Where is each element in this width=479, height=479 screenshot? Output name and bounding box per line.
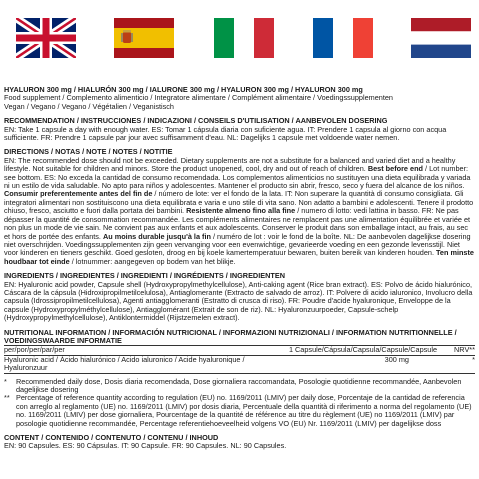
vegan-line: Vegan / Vegano / Vegano / Végétalien / Veganistisch [4,101,174,111]
best-before-es: Consumir preferentemente antes del fin de [4,189,153,199]
nutrition-header-row [4,346,475,355]
recommendation-text: EN: Take 1 capsule a day with enough water. ES: Tomar 1 cápsula diaria con suficiente agua. IT: Prendere 1 capsula al giorno con acqua sufficiente. FR: Prendre 1 capsule par jour avec suffisamment d'eau. NL: Dagelijks 1 capsule met voldoende water nemen. [4,124,447,143]
directions-text [4,157,475,266]
col-serving: 1 Capsule/Cápsula/Capsula/Capsule/Capsule [288,345,438,355]
footnote-mark: ** [4,393,10,403]
content-section [4,434,475,451]
nutrient-nrv: * [437,355,475,373]
directions-section [4,148,475,266]
directions-part: / número de lote: ver el fondo de la lata. IT: Non superare la quantità di consumo consigliata. Gli integratori alimentari non sostituiscono una dieta equilibrata e varia e uno stile di vita sano. Non adatto a bambini e adolescenti. Tenere il prodotto chiuso, fresco, asciutto e fuori dalla portata dei bambini. [4,189,474,216]
best-before-en: Best before end [367,164,423,174]
ingredients-section [4,272,475,322]
directions-heading: DIRECTIONS / NOTAS / NOTE / NOTES / NOTITIE [4,147,173,157]
directions-part: / lotnummer: aangegeven op bodem van het blikje. [69,256,236,266]
footnote [4,378,475,395]
product-type: Food supplement / Complemento alimenticio / Integratore alimentare / Complément alimentaire / Voedingssupplementen [4,93,393,103]
footnote-mark: * [4,376,7,386]
product-title: HYALURON 300 mg / HIALURÓN 300 mg / IALURONE 300 mg / HYALURON 300 mg / HYALURON 300 mg [4,85,363,94]
recommendation-heading: RECOMMENDATION / INSTRUCCIONES / INDICAZIONI / CONSEILS D'UTILISATION / AANBEVOLEN DOSERING [4,116,388,126]
ingredients-heading: INGREDIENTS / INGREDIENTES / INGREDIENTI / INGRÉDIENTS / INGREDIENTEN [4,271,285,281]
nutrition-heading: NUTRITIONAL INFORMATION / INFORMACIÓN NUTRICIONAL / INFORMAZIONI NUTRIZIONALI / INFORMATION NUTRITIONNELLE / VOEDINGSWAARDE INFORMATIE [4,327,457,345]
directions-part: / numéro de lot : voir le fond de la boîte. NL: De aanbevolen dagelijkse dosering niet overschrijden. Voedingssupplementen zijn geen vervanging voor een evenwichtige, gevarieerde voeding en een gezonde levensstijl. Niet voor kinderen en tieners geschikt. Goed gesloten, droog en bij koele kamertemperatuur bewaren, buiten bereik van kinderen houden. [4,231,471,258]
directions-part: EN: The recommended dose should not be exceeded. Dietary supplements are not a substitute for a balanced and varied diet and a healthy lifestyle. Not suitable for children and minors. Store the product unopened, cool, dry and out of reach of children. [4,155,456,174]
best-before-it: Resistente almeno fino alla fine [186,206,296,216]
nutrition-table [4,345,475,373]
content-heading: CONTENT / CONTENIDO / CONTENUTO / CONTENU / INHOUD [4,433,219,443]
recommendation-section [4,117,475,142]
netherlands-flag-icon [411,18,471,58]
label-text [4,86,475,451]
best-before-fr: Au moins durable jusqu'à la fin [102,231,211,241]
product-section [4,86,475,111]
directions-part: / Lot number: see bottom. ES: No exceda la cantidad de consumo recomendada. Los complementos alimenticios no sustituyen una dieta equilibrada y variada ni un estilo de vida saludable. No apto para niños y adolescentes. Mantener el producto sin abrir, fresco, seco y fuera del alcance de los niños. [4,164,471,191]
table-row [4,355,475,373]
best-before-nl: Ten minste houdbaar tot einde [4,248,474,266]
france-flag-icon [313,18,373,58]
uk-flag-icon [16,18,76,58]
col-per: per/por/per/par/per [4,346,289,355]
directions-part: / numero di lotto: vedi lattina in basso. FR: Ne pas dépasser la quantité de consommation recommandée. Les compléments alimentaires ne remplacent pas une alimentation équilibrée et variée et non plus un mode de vie sain. Ne convient pas aux enfants et aux adolescents. Conserver le produit dans son emballage intact, au frais, au sec et hors de portée des enfants. [4,206,471,241]
footnote-text: Percentage of reference quantity according to regulation (EU) no. 1169/2011 (LMIV) per daily dose, Porcentaje de la cantidad de referencia con arreglo al reglamento (UE) no. 1169/2011 (LMIV) por dosis diaria, Percentuale della quantità di riferimento a norma del regolamento (UE) no. 1169/2011 (LMIV) per dose giornaliera, Pourcentage de la quantité de référence au titre du règlement (UE) no 1169/2011 (LMIV) par posologie quotidienne recommandée, Percentage referentiehoeveelheid volgens VO (EU) Nr. 1169/2011 (LMIV) per dagelijkse doss [16,393,472,428]
footnote [4,394,475,428]
italy-flag-icon [214,18,274,58]
nutrient-amount: 300 mg [289,355,437,373]
flag-row [0,18,479,68]
nutrient-name: Hyaluronic acid / Ácido hialurónico / Acido ialuronico / Acide hyaluronique / Hyaluronzuur [4,355,289,373]
footnotes [4,378,475,428]
footnote-text: Recommended daily dose, Dosis diaria recomendada, Dose giornaliera raccomandata, Posologie quotidienne recommandée, Aanbevolen dagelijkse dosering [16,376,462,394]
spain-flag-icon [114,18,174,58]
col-nrv: NRV** [437,346,475,355]
content-text: EN: 90 Capsules. ES: 90 Cápsulas. IT: 90 Capsule. FR: 90 Capsules. NL: 90 Capsules. [4,441,287,451]
ingredients-text: EN: Hyaluronic acid powder, Capsule shell (Hydroxypropylmethylcellulose), Anti-caking agent (Rice bran extract). ES: Polvo de ácido hialurónico, Cáscara de la cápsula (Hidroxipropilmetilcelulosa), Antiaglomerante (Extracto de salvado de arroz). IT: Polvere di acido ialuronico, Involucro della capsula (Idrossipropilmetilcellulosa), Agenti antiagglomeranti (Estratto di crusca di riso). FR: Poudre d'acide hyaluronique, Enveloppe de la capsule (Hydroxypropylméthylcellulose), Antiagglomérant (Extrait de son de riz). NL: Hyaluronzuurpoeder, Capsule-schelp (Hydroxypropylmethylcellulose), Antiklontermiddel (Rijstzemelen extract). [4,279,473,323]
nutrition-section [4,329,475,428]
